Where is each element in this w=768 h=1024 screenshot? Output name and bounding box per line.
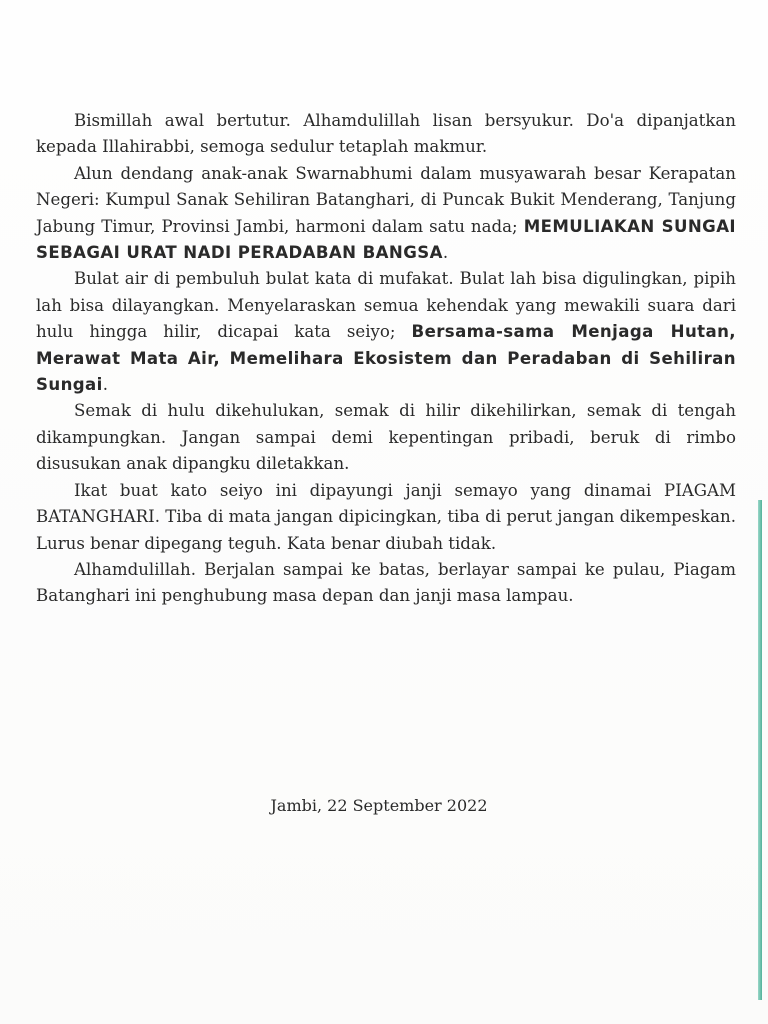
place-date-line (0, 796, 768, 815)
text-run: . (102, 375, 109, 395)
paragraph-6 (36, 557, 736, 610)
place-date-text: Jambi, 22 September 2022 (270, 796, 488, 815)
paragraph-2 (36, 161, 736, 267)
paragraph-1 (36, 108, 736, 161)
text-run: Bulat air di pembuluh bulat kata di mufakat. Bulat lah bisa digulingkan, pipih lah bisa dilayangkan. Menyelaraskan semua kehendak yang mewakili suara dari hulu hingga hilir, dicapai kata seiyo; (36, 269, 736, 342)
text-run: Semak di hulu dikehulukan, semak di hilir dikehilirkan, semak di tengah dikampungkan. Jangan sampai demi kepentingan pribadi, beruk di rimbo disusukan anak dipangku diletakkan. (36, 401, 736, 474)
text-run: Ikat buat kato seiyo ini dipayungi janji semayo yang dinamai PIAGAM BATANGHARI. Tiba di mata jangan dipicingkan, tiba di perut jangan dikempeskan. Lurus benar dipegang teguh. Kata benar diubah tidak. (36, 480, 736, 553)
bold-phrase: Bersama-sama Menjaga Hutan, Merawat Mata Air, Memelihara Ekosistem dan Peradaban di Sehiliran Sungai (36, 322, 736, 395)
text-run: Alun dendang anak-anak Swarnabhumi dalam musyawarah besar Kerapatan Negeri: Kumpul Sanak Sehiliran Batanghari, di Puncak Bukit Menderang, Tanjung Jabung Timur, Provinsi Jambi, harmoni dalam satu nada; (36, 163, 736, 236)
paragraph-3 (36, 266, 736, 398)
text-run: Alhamdulillah. Berjalan sampai ke batas, berlayar sampai ke pulau, Piagam Batanghari ini penghubung masa depan dan janji masa lampau. (36, 559, 736, 606)
bold-phrase: MEMULIAKAN SUNGAI SEBAGAI URAT NADI PERADABAN BANGSA (36, 216, 737, 263)
document-body (36, 108, 736, 610)
text-run: Bismillah awal bertutur. Alhamdulillah lisan bersyukur. Do'a dipanjatkan kepada Illahirabbi, semoga sedulur tetaplah makmur. (36, 111, 736, 157)
text-run: . (442, 243, 449, 263)
page-edge-stripe (758, 500, 762, 1000)
paragraph-5 (36, 478, 736, 557)
paragraph-4 (36, 398, 736, 477)
